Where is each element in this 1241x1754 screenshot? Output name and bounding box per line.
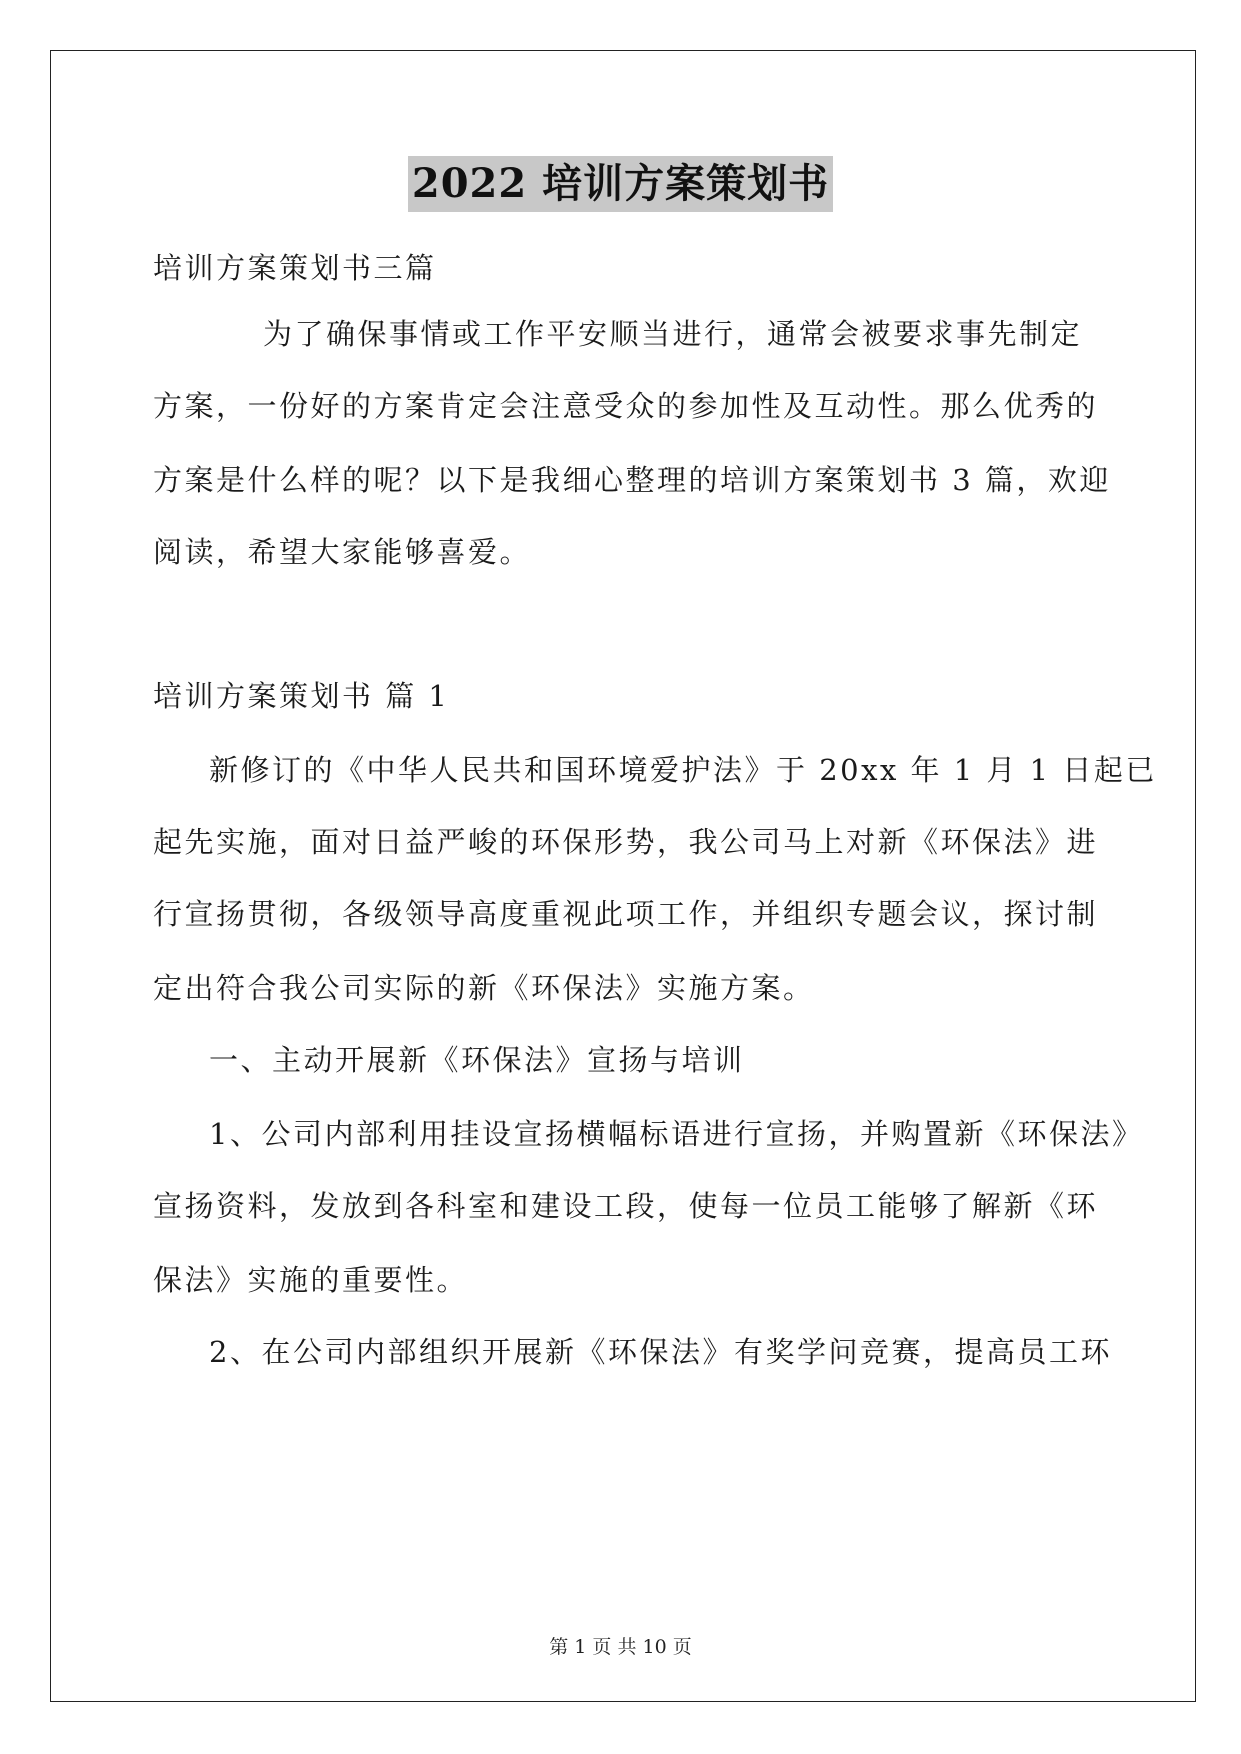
- intro-paragraph-line: 阅读，希望大家能够喜爱。: [153, 535, 532, 569]
- section-subheading: 一、主动开展新《环保法》宣扬与培训: [209, 1043, 745, 1077]
- page-border: [50, 50, 1196, 1702]
- intro-paragraph-line: 为了确保事情或工作平安顺当进行，通常会被要求事先制定: [263, 317, 1083, 351]
- section-heading: 培训方案策划书 篇 1: [153, 679, 450, 713]
- document-title: 2022 培训方案策划书: [408, 156, 833, 212]
- intro-paragraph-line: 方案是什么样的呢？以下是我细心整理的培训方案策划书 3 篇，欢迎: [153, 463, 1111, 497]
- section-paragraph-line: 新修订的《中华人民共和国环境爱护法》于 20xx 年 1 月 1 日起已: [209, 753, 1157, 787]
- section-paragraph-line: 1、公司内部利用挂设宣扬横幅标语进行宣扬，并购置新《环保法》: [209, 1117, 1144, 1151]
- section-paragraph-line: 宣扬资料，发放到各科室和建设工段，使每一位员工能够了解新《环: [153, 1189, 1099, 1223]
- section-paragraph-line: 保法》实施的重要性。: [153, 1263, 469, 1297]
- title-container: [0, 156, 1241, 212]
- section-paragraph-line: 起先实施，面对日益严峻的环保形势，我公司马上对新《环保法》进: [153, 825, 1099, 859]
- section-paragraph-line: 行宣扬贯彻，各级领导高度重视此项工作，并组织专题会议，探讨制: [153, 897, 1099, 931]
- page-footer: 第 1 页 共 10 页: [549, 1636, 692, 1658]
- document-subtitle: 培训方案策划书三篇: [153, 251, 437, 285]
- section-paragraph-line: 定出符合我公司实际的新《环保法》实施方案。: [153, 971, 815, 1005]
- section-paragraph-line: 2、在公司内部组织开展新《环保法》有奖学问竞赛，提高员工环: [209, 1335, 1112, 1369]
- intro-paragraph-line: 方案，一份好的方案肯定会注意受众的参加性及互动性。那么优秀的: [153, 389, 1099, 423]
